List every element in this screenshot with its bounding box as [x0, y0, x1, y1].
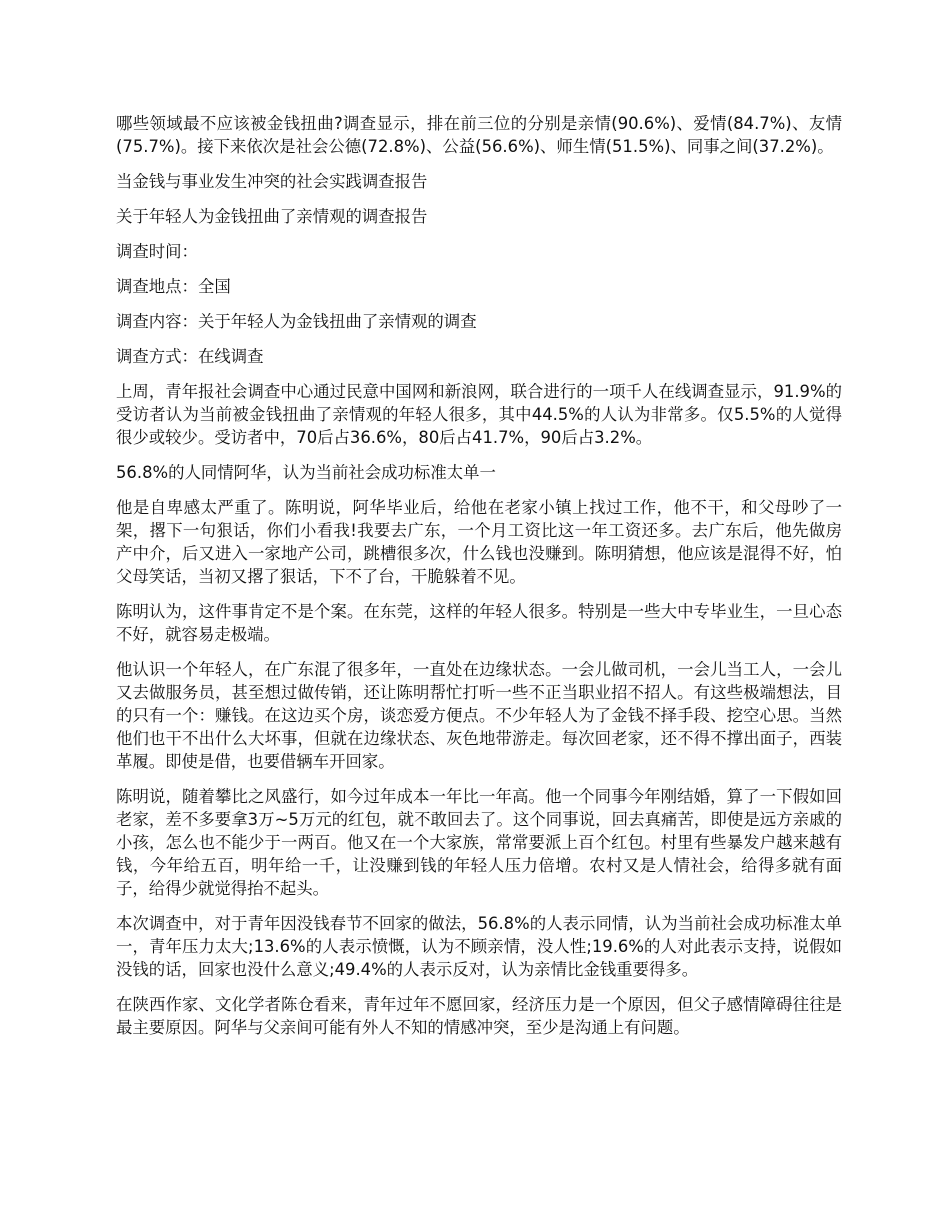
- paragraph-survey-attitudes: 本次调查中，对于青年因没钱春节不回家的做法，56.8%的人表示同情，认为当前社会成功标准太单一，青年压力太大;13.6%的人表示愤慨，认为不顾亲情，没人性;19.6%的人对此表示支持，说假如没钱的话，回家也没什么意义;49.4%的人表示反对，认为亲情比金钱重要得多。: [116, 914, 842, 979]
- paragraph-survey-results: 哪些领域最不应该被金钱扭曲?调查显示，排在前三位的分别是亲情(90.6%)、爱情(84.7%)、友情(75.7%)。接下来依次是社会公德(72.8%)、公益(56.6%)、师生情(51.5%)、同事之间(37.2%)。: [116, 114, 842, 156]
- paragraph-heading-youth-report: 关于年轻人为金钱扭曲了亲情观的调查报告: [116, 207, 428, 226]
- paragraph-survey-method: 调查方式：在线调查: [116, 347, 264, 366]
- paragraph-new-year-cost: 陈明说，随着攀比之风盛行，如今过年成本一年比一年高。他一个同事今年刚结婚，算了一下假如回老家，差不多要拿3万~5万元的红包，就不敢回去了。这个同事说，回去真痛苦，即使是远方亲戚的小孩，怎么也不能少于一两百。他又在一个大家族，常常要派上百个红包。村里有些暴发户越来越有钱，今年给五百，明年给一千，让没赚到钱的年轻人压力倍增。农村又是人情社会，给得多就有面子，给得少就觉得抬不起头。: [116, 787, 842, 898]
- document-body: [116, 112, 842, 1051]
- paragraph-not-isolated-case: 陈明认为，这件事肯定不是个案。在东莞，这样的年轻人很多。特别是一些大中专毕业生，一旦心态不好，就容易走极端。: [116, 602, 842, 644]
- paragraph-survey-location: 调查地点：全国: [116, 277, 231, 296]
- paragraph-survey-time: 调查时间：: [116, 242, 198, 261]
- paragraph-ahua-story: 他是自卑感太严重了。陈明说，阿华毕业后，给他在老家小镇上找过工作，他不干，和父母吵了一架，撂下一句狠话，你们小看我!我要去广东，一个月工资比这一年工资还多。去广东后，他先做房产中介，后又进入一家地产公司，跳槽很多次，什么钱也没赚到。陈明猜想，他应该是混得不好，怕父母笑话，当初又撂了狠话，下不了台，干脆躲着不见。: [116, 498, 842, 586]
- paragraph-expert-opinion: 在陕西作家、文化学者陈仓看来，青年过年不愿回家，经济压力是一个原因，但父子感情障碍往往是最主要原因。阿华与父亲间可能有外人不知的情感冲突，至少是沟通上有问题。: [116, 995, 842, 1037]
- paragraph-survey-summary: 上周，青年报社会调查中心通过民意中国网和新浪网，联合进行的一项千人在线调查显示，91.9%的受访者认为当前被金钱扭曲了亲情观的年轻人很多，其中44.5%的人认为非常多。仅5.5%的人觉得很少或较少。受访者中，70后占36.6%，80后占41.7%，90后占3.2%。: [116, 382, 842, 447]
- paragraph-young-man-story: 他认识一个年轻人，在广东混了很多年，一直处在边缘状态。一会儿做司机，一会儿当工人，一会儿又去做服务员，甚至想过做传销，还让陈明帮忙打听一些不正当职业招不招人。有这些极端想法，目的只有一个：赚钱。在这边买个房，谈恋爱方便点。不少年轻人为了金钱不择手段、挖空心思。当然他们也干不出什么大坏事，但就在边缘状态、灰色地带游走。每次回老家，还不得不撑出面子，西装革履。即使是借，也要借辆车开回家。: [116, 660, 842, 771]
- paragraph-survey-content: 调查内容：关于年轻人为金钱扭曲了亲情观的调查: [116, 312, 477, 331]
- paragraph-subheading-sympathy: 56.8%的人同情阿华，认为当前社会成功标准太单一: [116, 463, 496, 482]
- paragraph-heading-conflict-report: 当金钱与事业发生冲突的社会实践调查报告: [116, 172, 428, 191]
